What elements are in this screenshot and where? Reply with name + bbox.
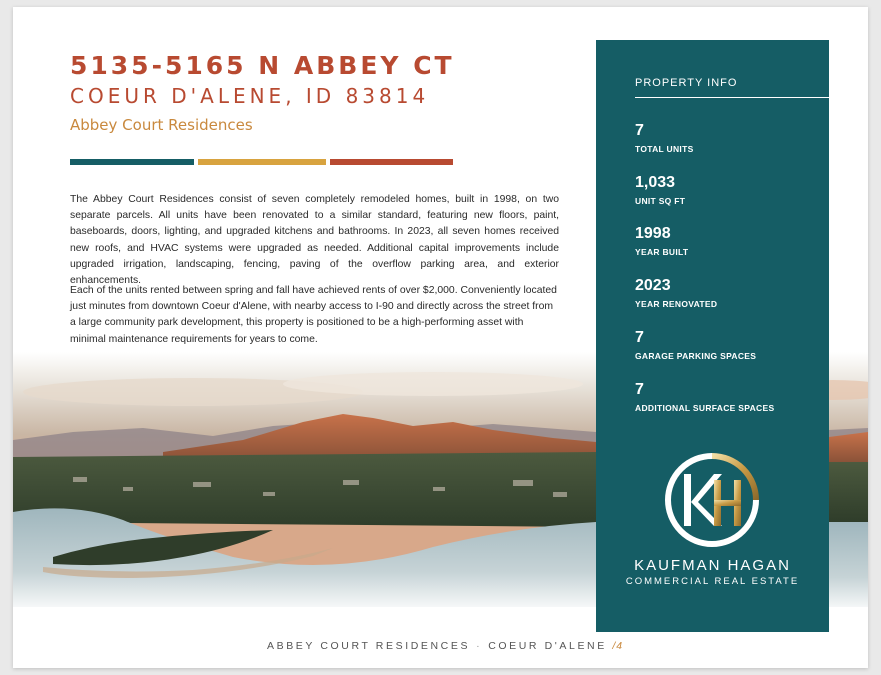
stat-label: TOTAL UNITS — [635, 144, 694, 154]
brand-tagline: COMMERCIAL REAL ESTATE — [625, 576, 800, 587]
page-number: /4 — [612, 640, 624, 652]
color-bar-divider — [70, 159, 453, 165]
stat-label: YEAR BUILT — [635, 247, 689, 257]
stat-value: 7 — [635, 381, 644, 398]
stat-value: 1998 — [635, 225, 671, 242]
stat-total-units — [635, 122, 694, 154]
stat-garage-parking — [635, 329, 756, 361]
footer-right-text: COEUR D'ALENE — [488, 640, 607, 652]
stat-year-built — [635, 225, 688, 257]
stat-unit-sq-ft — [635, 174, 685, 206]
property-subtitle: Abbey Court Residences — [70, 116, 253, 134]
brand-name: KAUFMAN HAGAN — [634, 557, 791, 574]
stat-value: 7 — [635, 329, 644, 346]
stat-surface-spaces — [635, 381, 774, 413]
property-info-divider — [635, 97, 829, 98]
footer-separator: · — [476, 640, 483, 652]
stat-year-renovated — [635, 277, 717, 309]
kh-logo-icon — [662, 450, 762, 550]
property-info-title: PROPERTY INFO — [635, 77, 738, 89]
stat-value: 1,033 — [635, 174, 676, 191]
teal-bar — [70, 159, 194, 165]
stat-label: UNIT SQ FT — [635, 196, 686, 206]
stat-value: 7 — [635, 122, 644, 139]
gold-bar — [198, 159, 326, 165]
rust-bar — [330, 159, 453, 165]
description-paragraph-2: Each of the units rented between spring and fall have achieved rents of over $2,000. Conveniently located just minutes from downtown Coeur d'Alene, with nearby access to I-90 and directly across the street from a large community park development, this property is positioned to be a high-performing asset with minimal maintenance requirements for years to come. — [70, 285, 557, 345]
stat-label: YEAR RENOVATED — [635, 299, 718, 309]
stat-label: ADDITIONAL SURFACE SPACES — [635, 403, 775, 413]
stat-value: 2023 — [635, 277, 671, 294]
address-line-2: COEUR D'ALENE, ID 83814 — [70, 84, 430, 108]
page-footer — [267, 640, 623, 652]
stat-label: GARAGE PARKING SPACES — [635, 351, 757, 361]
address-line-1: 5135-5165 N ABBEY CT — [70, 51, 455, 80]
description-paragraph-1: The Abbey Court Residences consist of seven completely remodeled homes, built in 1998, on two separate parcels. All units have been renovated to a similar standard, featuring new floors, paint, baseboards, doors, lighting, and upgraded kitchens and bathrooms. In 2023, all seven homes received new roofs, and HVAC systems were upgraded as needed. Additional capital improvements include upgraded irrigation, landscaping, fencing, paving of the overflow parking area, and exterior enhancements. — [70, 194, 559, 287]
brochure-page — [13, 7, 868, 668]
footer-left-text: ABBEY COURT RESIDENCES — [267, 640, 471, 652]
property-info-panel — [596, 40, 829, 632]
